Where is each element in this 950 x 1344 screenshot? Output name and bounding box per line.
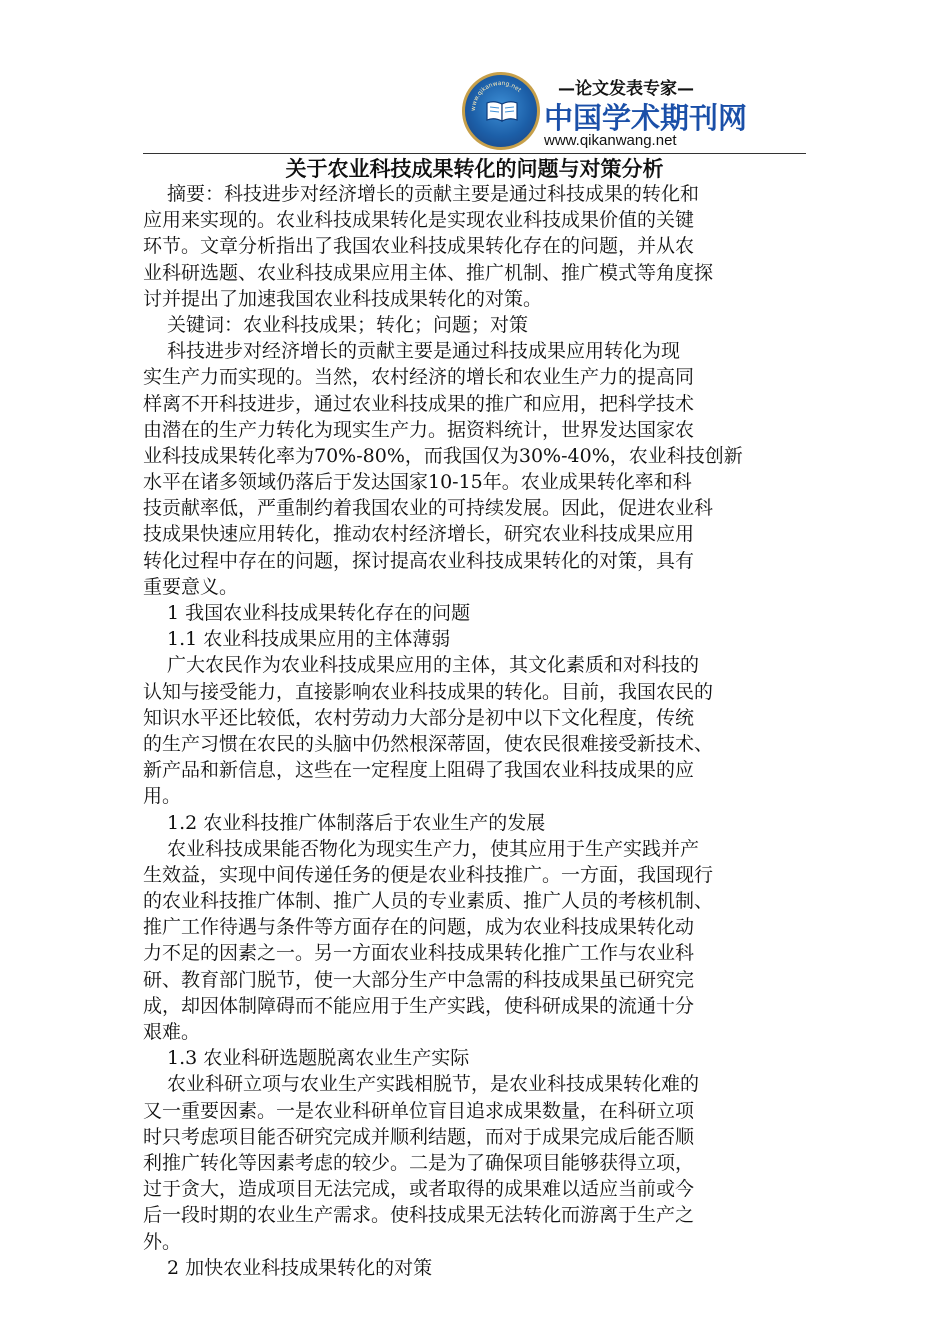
header-divider [143, 153, 806, 154]
body-line: 应用来实现的。农业科技成果转化是实现农业科技成果价值的关键 [143, 209, 695, 232]
body-line: 讨并提出了加速我国农业科技成果转化的对策。 [143, 287, 543, 310]
body-line: 过于贪大，造成项目无法完成，或者取得的成果难以适应当前或今 [143, 1178, 695, 1201]
open-book-icon [485, 99, 519, 123]
body-line: 1.3 农业科研选题脱离农业生产实际 [167, 1047, 470, 1070]
body-line: 力不足的因素之一。另一方面农业科技成果转化推广工作与农业科 [143, 942, 695, 965]
body-line: 又一重要因素。一是农业科研单位盲目追求成果数量，在科研立项 [143, 1099, 695, 1122]
body-line: 转化过程中存在的问题，探讨提高农业科技成果转化的对策，具有 [143, 549, 695, 572]
document-body [143, 181, 823, 1281]
body-line: 科技进步对经济增长的贡献主要是通过科技成果应用转化为现 [167, 340, 681, 363]
body-line: 成，却因体制障碍而不能应用于生产实践，使科研成果的流通十分 [143, 994, 695, 1017]
body-line: 广大农民作为农业科技成果应用的主体，其文化素质和对科技的 [167, 654, 700, 677]
body-line: 关键词：农业科技成果；转化；问题；对策 [167, 313, 529, 336]
body-line: 实生产力而实现的。当然，农村经济的增长和农业生产力的提高同 [143, 366, 695, 389]
body-line: 样离不开科技进步，通过农业科技成果的推广和应用，把科学技术 [143, 392, 695, 415]
body-line: 业科技成果转化率为70%-80%，而我国仅为30%-40%，农业科技创新 [143, 444, 743, 467]
body-line: 后一段时期的农业生产需求。使科技成果无法转化而游离于生产之 [143, 1204, 695, 1227]
body-line: 由潜在的生产力转化为现实生产力。据资料统计，世界发达国家农 [143, 418, 695, 441]
document-title: 关于农业科技成果转化的问题与对策分析 [285, 157, 664, 181]
body-line: 业科研选题、农业科技成果应用主体、推广机制、推广模式等角度探 [143, 261, 714, 284]
body-line: 时只考虑项目能否研究完成并顺利结题，而对于成果完成后能否顺 [143, 1125, 695, 1148]
body-line: 2 加快农业科技成果转化的对策 [167, 1256, 433, 1279]
body-line: 知识水平还比较低，农村劳动力大部分是初中以下文化程度，传统 [143, 706, 695, 729]
logo-name: 中国学术期刊网 [544, 101, 748, 135]
body-line: 新产品和新信息，这些在一定程度上阻碍了我国农业科技成果的应 [143, 759, 695, 782]
body-line: 水平在诸多领域仍落后于发达国家10-15年。农业成果转化率和科 [143, 471, 692, 494]
body-line: 1.2 农业科技推广体制落后于农业生产的发展 [167, 811, 546, 834]
body-line: 农业科技成果能否物化为现实生产力，使其应用于生产实践并产 [167, 837, 700, 860]
body-line: 的生产习惯在农民的头脑中仍然根深蒂固，使农民很难接受新技术、 [143, 732, 714, 755]
logo-tagline: —论文发表专家— [558, 79, 694, 99]
body-line: 技贡献率低，严重制约着我国农业的可持续发展。因此，促进农业科 [143, 497, 714, 520]
body-line: 推广工作待遇与条件等方面存在的问题，成为农业科技成果转化动 [143, 916, 695, 939]
body-line: 外。 [143, 1230, 182, 1253]
body-line: 摘要：科技进步对经济增长的贡献主要是通过科技成果的转化和 [167, 183, 700, 205]
body-line: 1 我国农业科技成果转化存在的问题 [167, 602, 471, 624]
body-line: 用。 [143, 785, 182, 808]
svg-text:www.qikanwang.net: www.qikanwang.net [469, 79, 523, 112]
body-line: 研、教育部门脱节，使一大部分生产中急需的科技成果虽已研究完 [143, 968, 695, 991]
logo-emblem [462, 72, 540, 150]
body-line: 生效益，实现中间传递任务的便是农业科技推广。一方面，我国现行 [143, 863, 714, 886]
body-line: 的农业科技推广体制、推广人员的专业素质、推广人员的考核机制、 [143, 890, 714, 913]
body-line: 认知与接受能力，直接影响农业科技成果的转化。目前，我国农民的 [143, 680, 714, 703]
body-line: 艰难。 [143, 1021, 201, 1043]
body-line: 1.1 农业科技成果应用的主体薄弱 [167, 628, 451, 651]
body-line: 环节。文章分析指出了我国农业科技成果转化存在的问题，并从农 [143, 235, 695, 258]
body-line: 技成果快速应用转化，推动农村经济增长，研究农业科技成果应用 [143, 523, 695, 546]
body-line: 利推广转化等因素考虑的较少。二是为了确保项目能够获得立项， [143, 1151, 695, 1174]
body-line: 农业科研立项与农业生产实践相脱节，是农业科技成果转化难的 [167, 1073, 700, 1096]
logo-url: www.qikanwang.net [544, 132, 677, 149]
site-logo [462, 72, 748, 150]
body-line: 重要意义。 [143, 575, 239, 598]
